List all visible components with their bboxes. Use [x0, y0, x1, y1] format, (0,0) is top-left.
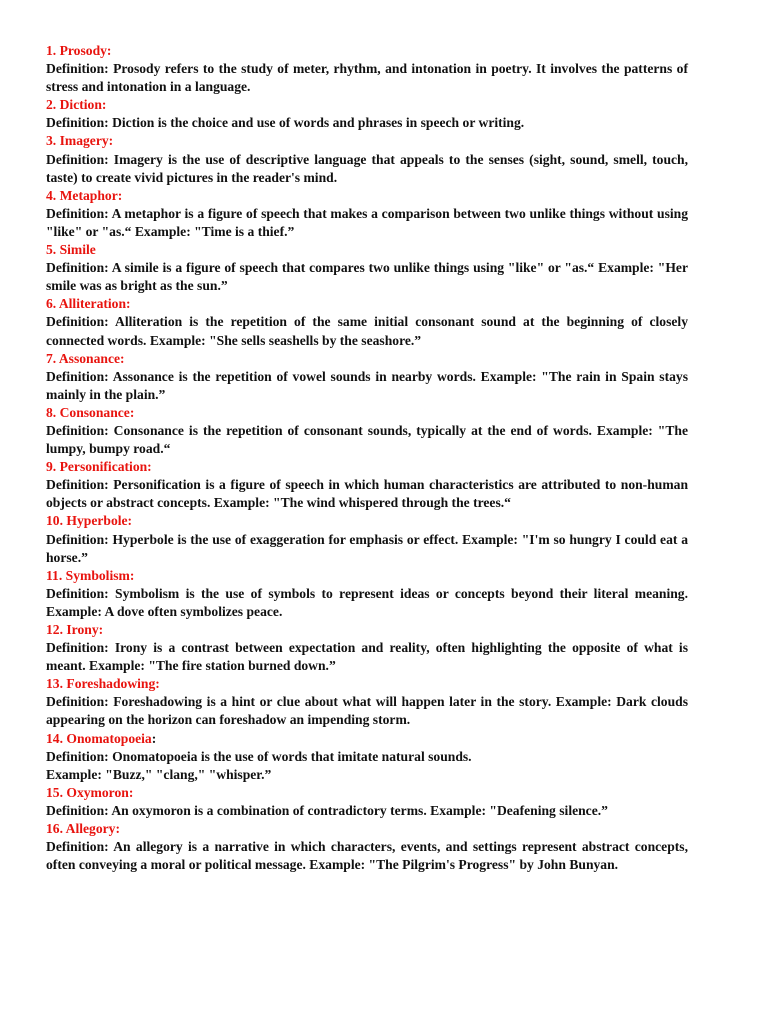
- term-entry-irony: [46, 621, 688, 675]
- term-entry-alliteration: [46, 295, 688, 349]
- term-heading: [46, 241, 688, 259]
- term-entry-consonance: [46, 404, 688, 458]
- term-heading: [46, 42, 688, 60]
- term-definition: Definition: Symbolism is the use of symbols to represent ideas or concepts beyond their literal meaning. Example: A dove often symbolizes peace.: [46, 585, 688, 619]
- term-heading: [46, 567, 688, 585]
- term-heading-text: 6. Alliteration:: [46, 296, 131, 312]
- term-heading-text: 11. Symbolism:: [46, 567, 135, 583]
- term-heading: [46, 621, 688, 639]
- term-heading-text: 1. Prosody:: [46, 43, 112, 58]
- term-heading-text: 5. Simile: [46, 242, 96, 258]
- term-entry-prosody: [46, 42, 688, 96]
- term-heading-colon: :: [151, 730, 157, 746]
- term-heading-text: 2. Diction:: [46, 97, 107, 113]
- term-heading-text: 9. Personification:: [46, 459, 152, 475]
- term-definition: Definition: Alliteration is the repetition of the same initial consonant sound at the beginning of closely connected words. Example: "She sells seashells by the seashore.”: [46, 314, 688, 348]
- term-definition: Definition: Irony is a contrast between expectation and reality, often highlighting the opposite of what is meant. Example: "The fire station burned down.”: [46, 640, 688, 674]
- term-definition: Definition: Hyperbole is the use of exaggeration for emphasis or effect. Example: "I'm so hungry I could eat a horse.”: [46, 531, 688, 565]
- term-heading-text: 15. Oxymoron:: [46, 784, 134, 800]
- term-heading: [46, 404, 688, 422]
- term-heading-text: 8. Consonance:: [46, 404, 135, 420]
- term-heading-text: 4. Metaphor:: [46, 187, 123, 203]
- term-heading: [46, 187, 688, 205]
- term-heading: [46, 730, 688, 748]
- term-definition: Definition: Diction is the choice and use of words and phrases in speech or writing.: [46, 115, 525, 131]
- term-heading: [46, 350, 688, 368]
- term-definition: Definition: Consonance is the repetition of consonant sounds, typically at the end of words. Example: "The lumpy, bumpy road.“: [46, 422, 688, 457]
- term-heading: [46, 784, 688, 802]
- term-definition: Definition: Onomatopoeia is the use of words that imitate natural sounds.: [46, 748, 472, 764]
- term-entry-symbolism: [46, 567, 688, 621]
- term-heading-text: 3. Imagery:: [46, 133, 114, 149]
- term-heading: [46, 295, 688, 313]
- term-heading: [46, 675, 688, 693]
- term-heading: [46, 96, 688, 114]
- term-example: Example: "Buzz," "clang," "whisper.”: [46, 766, 272, 782]
- term-heading-text: 10. Hyperbole:: [46, 513, 133, 529]
- term-entry-personification: [46, 458, 688, 512]
- term-entry-hyperbole: [46, 512, 688, 566]
- term-definition: Definition: Prosody refers to the study of meter, rhythm, and intonation in poetry. It involves the patterns of stress and intonation in a language.: [46, 61, 688, 95]
- term-definition: Definition: Personification is a figure of speech in which human characteristics are attributed to non-human objects or abstract concepts. Example: "The wind whispered through the trees.“: [46, 477, 688, 511]
- term-entry-allegory: [46, 820, 688, 874]
- term-heading-text: 16. Allegory:: [46, 821, 120, 837]
- term-heading-text: 14. Onomatopoeia: [46, 730, 152, 746]
- term-definition: Definition: Imagery is the use of descriptive language that appeals to the senses (sight, sound, smell, touch, taste) to create vivid pictures in the reader's mind.: [46, 151, 688, 185]
- term-heading-text: 7. Assonance:: [46, 350, 125, 366]
- term-entry-oxymoron: [46, 784, 688, 820]
- term-definition: Definition: An oxymoron is a combination of contradictory terms. Example: "Deafening silence.”: [46, 802, 608, 818]
- term-entry-assonance: [46, 350, 688, 404]
- term-definition: Definition: A simile is a figure of speech that compares two unlike things using "like" or "as.“ Example: "Her smile was as bright as the sun.”: [46, 260, 688, 294]
- term-entry-onomatopoeia: [46, 730, 688, 784]
- term-definition: Definition: Assonance is the repetition of vowel sounds in nearby words. Example: "The rain in Spain stays mainly in the plain.”: [46, 368, 688, 402]
- term-entry-diction: [46, 96, 688, 132]
- term-entry-imagery: [46, 132, 688, 186]
- term-heading: [46, 458, 688, 476]
- term-heading: [46, 512, 688, 530]
- term-definition: Definition: An allegory is a narrative in which characters, events, and settings represent abstract concepts, often conveying a moral or political message. Example: "The Pilgrim's Progress" by John Bunyan.: [46, 839, 688, 873]
- document-page: [46, 42, 688, 874]
- term-heading-text: 12. Irony:: [46, 622, 104, 637]
- term-heading: [46, 132, 688, 150]
- term-definition: Definition: A metaphor is a figure of speech that makes a comparison between two unlike things without using "like" or "as.“ Example: "Time is a thief.”: [46, 205, 688, 239]
- term-heading: [46, 820, 688, 838]
- term-entry-foreshadowing: [46, 675, 688, 729]
- term-entry-simile: [46, 241, 688, 295]
- term-heading-text: 13. Foreshadowing:: [46, 676, 160, 692]
- term-entry-metaphor: [46, 187, 688, 241]
- term-definition: Definition: Foreshadowing is a hint or clue about what will happen later in the story. Example: Dark clouds appearing on the horizon can foreshadow an impending storm.: [46, 694, 688, 728]
